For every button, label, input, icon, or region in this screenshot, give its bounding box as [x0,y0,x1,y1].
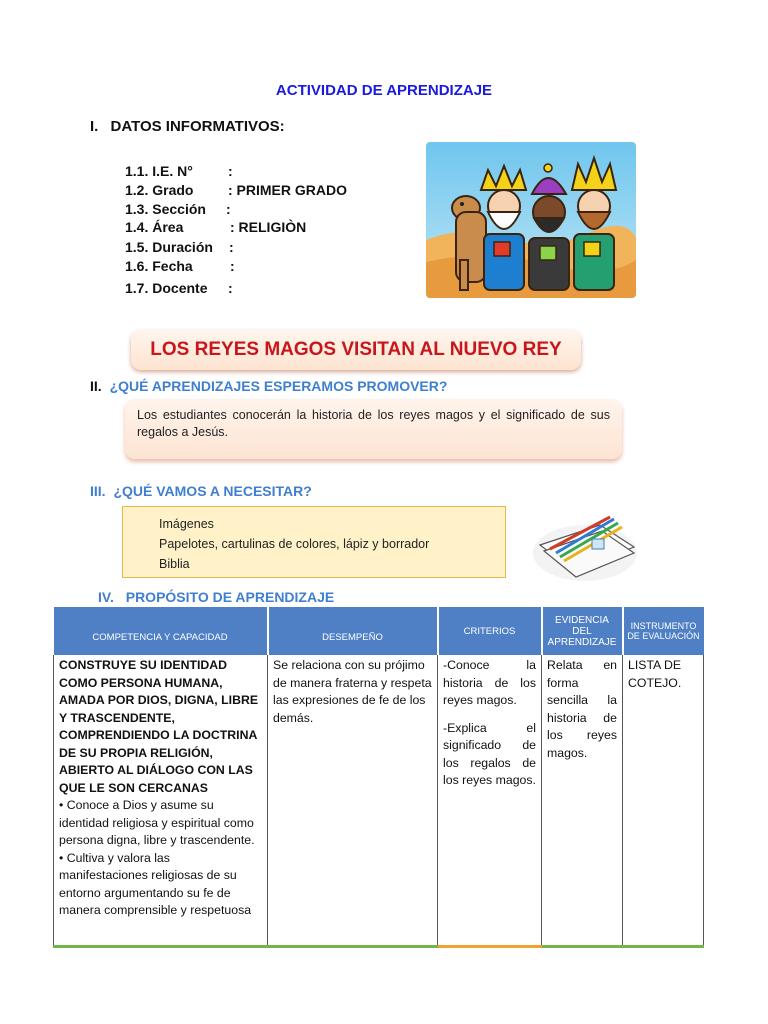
header-instrumento: INSTRUMENTO DE EVALUACIÓN [623,607,704,655]
info-key: 1.3. Sección [125,201,206,217]
info-row-fecha [125,258,235,274]
material-item: Imágenes [159,517,214,531]
info-row-grado [125,182,347,198]
criterio-item: -Conoce la historia de los reyes magos. [443,658,536,707]
info-key: 1.6. Fecha [125,258,193,274]
info-row-duracion [125,239,234,255]
section-label: ¿QUÉ APRENDIZAJES ESPERAMOS PROMOVER? [109,378,448,394]
section-label: DATOS INFORMATIVOS: [110,118,285,135]
header-competencia: COMPETENCIA Y CAPACIDAD [54,607,268,655]
info-key: 1.7. Docente [125,280,208,296]
info-key: 1.4. Área [125,219,184,235]
table-header-row [54,607,704,655]
aprendizajes-box: Los estudiantes conocerán la historia de los reyes magos y el significado de sus regalos a Jesús. [125,399,622,459]
table-row [54,655,704,947]
cell-desempeno [268,655,438,947]
info-value: : PRIMER GRADO [228,182,347,198]
cell-competencia [54,655,268,947]
info-row-ie [125,163,233,179]
info-value: : [230,258,235,274]
cell-evidencia [542,655,623,947]
section-aprendizajes [90,378,447,394]
page-title: ACTIVIDAD DE APRENDIZAJE [275,82,493,99]
desempeno-text: Se relaciona con su prójimo de manera fraterna y respeta las expresiones de fe de los demás. [273,658,432,725]
competencia-text: CONSTRUYE SU IDENTIDAD COMO PERSONA HUMANA, AMADA POR DIOS, DIGNA, LIBRE Y TRASCENDENTE, COMPRENDIENDO LA DOCTRINA DE SU PROPIA RELIGIÓN, ABIERTO AL DIÁLOGO CON LAS QUE LE SON CERCANAS [59,658,259,795]
capacidad-item: • Cultiva y valora las manifestaciones religiosas de su entorno argumentando su fe de manera comprensible y respetuosa [59,850,252,917]
section-number: II. [90,378,102,394]
info-key: 1.5. Duración [125,239,213,255]
section-number: I. [90,118,99,135]
header-criterios: CRITERIOS [438,607,542,655]
material-item: Biblia [159,557,190,571]
paper-and-pencils-icon [530,505,640,585]
instrumento-text: LISTA DE COTEJO. [628,658,682,690]
three-kings-illustration [426,142,636,298]
header-evidencia: EVIDENCIA DEL APRENDIZAJE [542,607,623,655]
capacidad-item: • Conoce a Dios y asume su identidad religiosa y espiritual como persona digna, libre y trascendente. [59,798,255,847]
section-necesitar [90,483,312,499]
section-proposito [98,589,334,605]
section-number: III. [90,483,106,499]
info-row-area [125,219,306,235]
evidencia-text: Relata en forma sencilla la historia de los reyes magos. [547,658,617,760]
section-label: ¿QUÉ VAMOS A NECESITAR? [113,483,312,499]
info-row-seccion [125,201,231,217]
header-desempeno: DESEMPEÑO [268,607,438,655]
info-value: : [229,239,234,255]
criterio-item: -Explica el significado de los regalos de los reyes magos. [443,720,536,787]
section-label: PROPÓSITO DE APRENDIZAJE [125,589,335,605]
material-item: Papelotes, cartulinas de colores, lápiz y borrador [159,537,430,551]
info-value: : [228,163,233,179]
info-key: 1.2. Grado [125,182,194,198]
info-value: : [226,201,231,217]
info-value: : RELIGIÒN [230,219,307,235]
purpose-table [53,607,704,948]
info-row-docente [125,280,233,296]
info-value: : [228,280,233,296]
section-datos-informativos [90,118,285,135]
info-key: 1.1. I.E. N° [125,163,193,179]
materials-box [122,506,506,578]
section-number: IV. [98,589,114,605]
cell-criterios [438,655,542,947]
activity-banner: LOS REYES MAGOS VISITAN AL NUEVO REY [131,330,581,370]
cell-instrumento [623,655,704,947]
